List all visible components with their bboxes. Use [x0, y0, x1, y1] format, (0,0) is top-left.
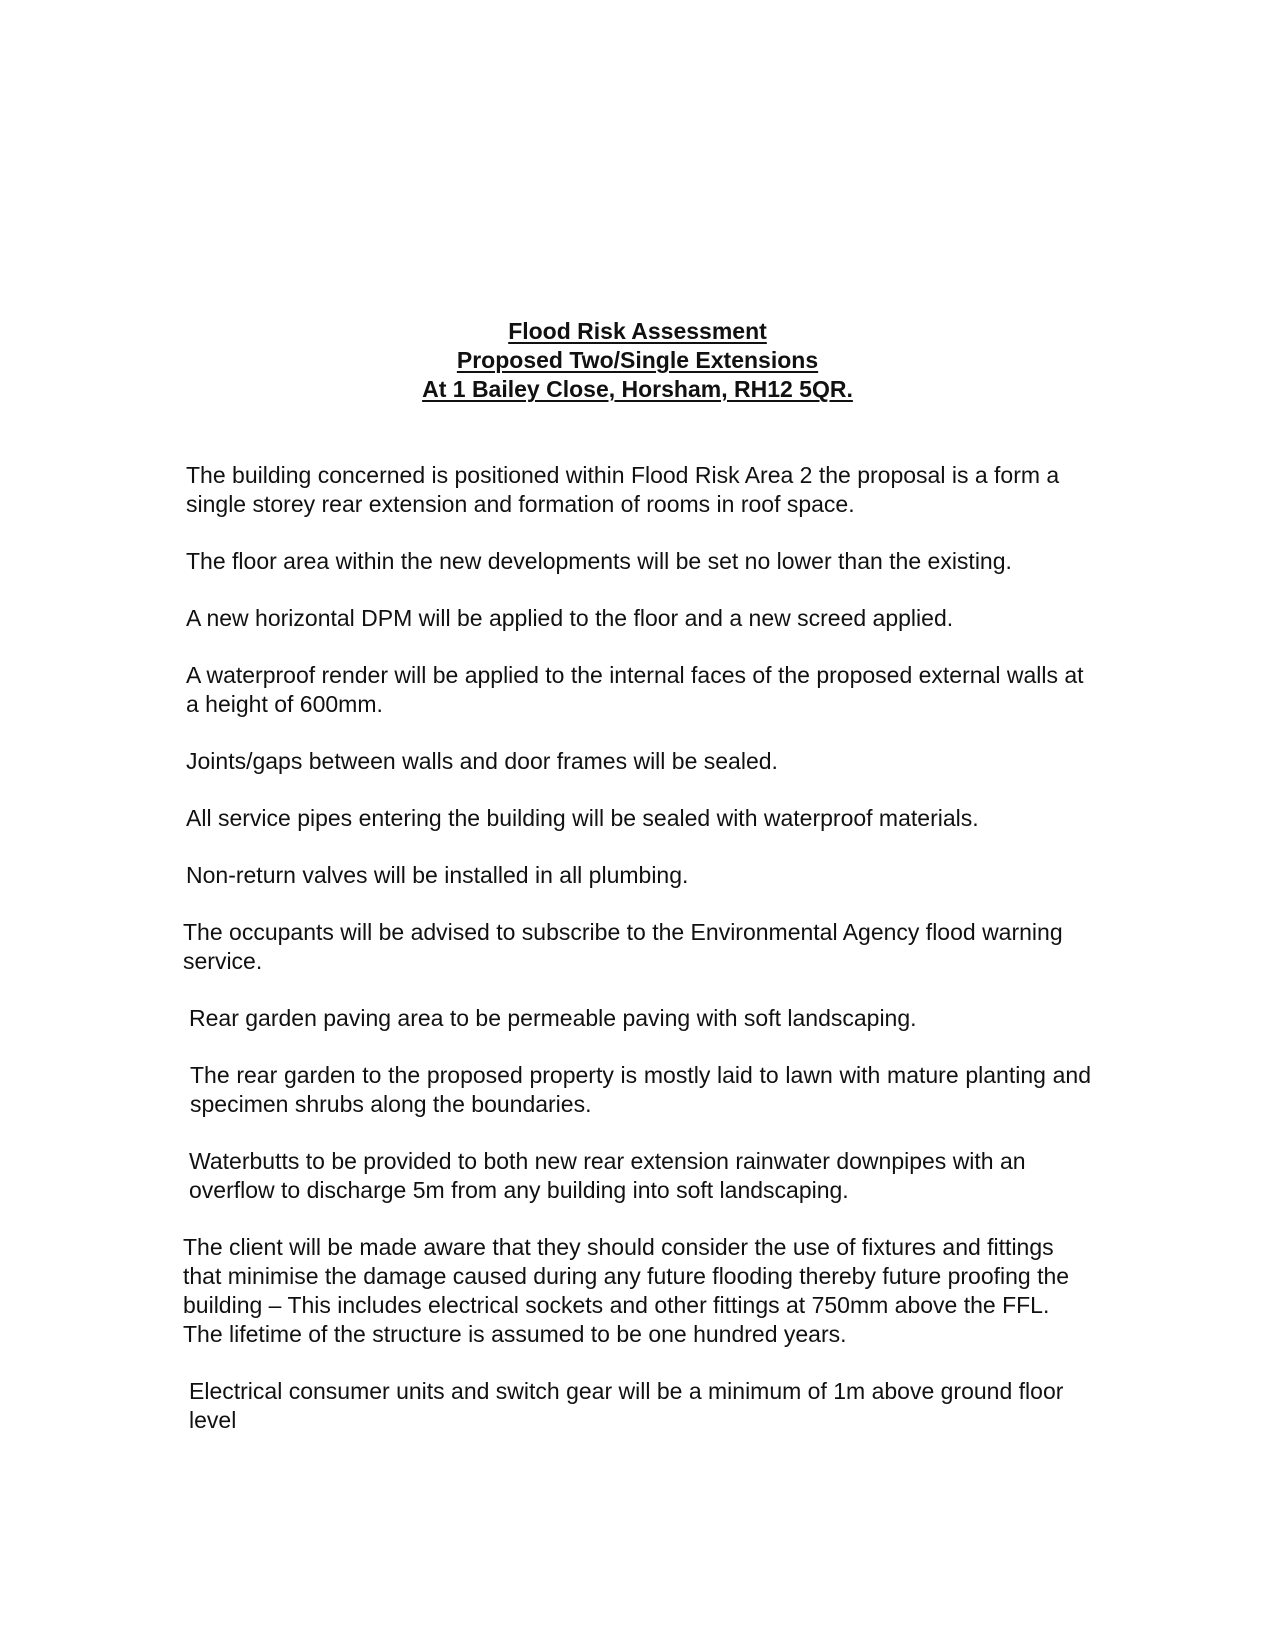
- paragraph-service-pipes: All service pipes entering the building will be sealed with waterproof materials.: [186, 805, 979, 831]
- paragraph-permeable-paving: Rear garden paving area to be permeable paving with soft landscaping.: [189, 1005, 917, 1031]
- paragraph-dpm: A new horizontal DPM will be applied to the floor and a new screed applied.: [186, 605, 954, 631]
- paragraph-rear-garden: The rear garden to the proposed property is mostly laid to lawn with mature planting and specimen shrubs along the boundaries.: [190, 1062, 1091, 1117]
- document-title: Flood Risk Assessment: [508, 318, 767, 344]
- paragraph-flood-resilience: The client will be made aware that they should consider the use of fixtures and fittings that minimise the damage caused during any future flooding thereby future proofing the building – This includes electrical sockets and other fittings at 750mm above the FFL. The lifetime of the structure is assumed to be one hundred years.: [183, 1234, 1070, 1347]
- paragraph-waterproof-render: A waterproof render will be applied to the internal faces of the proposed external walls at a height of 600mm.: [186, 662, 1084, 717]
- document-subtitle: Proposed Two/Single Extensions: [456, 347, 819, 373]
- paragraph-joints: Joints/gaps between walls and door frames will be sealed.: [186, 748, 778, 774]
- paragraph-flood-zone: The building concerned is positioned within Flood Risk Area 2 the proposal is a form a single storey rear extension and formation of rooms in roof space.: [186, 462, 1060, 517]
- paragraph-waterbutts: Waterbutts to be provided to both new rear extension rainwater downpipes with an overflow to discharge 5m from any building into soft landscaping.: [189, 1148, 1026, 1203]
- paragraph-flood-warning: The occupants will be advised to subscribe to the Environmental Agency flood warning service.: [183, 919, 1063, 974]
- paragraph-non-return-valves: Non-return valves will be installed in all plumbing.: [186, 862, 689, 888]
- paragraph-floor-level: The floor area within the new developments will be set no lower than the existing.: [186, 548, 1012, 574]
- document-heading: [0, 317, 1275, 404]
- document-body: [183, 461, 1091, 1463]
- site-address: At 1 Bailey Close, Horsham, RH12 5QR.: [422, 376, 853, 402]
- paragraph-electrical-units: Electrical consumer units and switch gear will be a minimum of 1m above ground floor level: [189, 1378, 1064, 1433]
